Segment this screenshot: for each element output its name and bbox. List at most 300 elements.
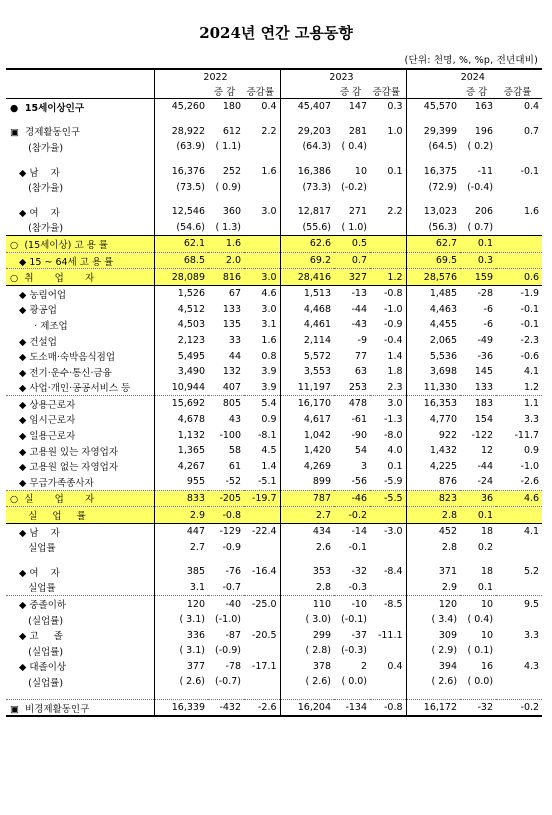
value-cell — [406, 195, 460, 204]
change-cell: -90 — [351, 429, 368, 441]
change-cell: 0.7 — [334, 252, 370, 269]
change-cell: 77 — [354, 350, 368, 362]
change-cell: 135 — [222, 319, 241, 331]
rate-cell: 0.4 — [261, 101, 277, 113]
rate-cell: 4.6 — [244, 285, 280, 301]
change-cell: -122 — [471, 429, 494, 441]
value-cell: 16,353 — [406, 396, 460, 412]
table-row — [6, 443, 542, 459]
rate-cell — [496, 139, 542, 155]
change-cell: 10 — [460, 596, 496, 612]
change-cell — [334, 690, 370, 700]
rate-cell — [370, 115, 406, 124]
change-cell: ( 0.7) — [467, 221, 494, 233]
change-cell: (-0.4) — [467, 181, 494, 193]
change-cell: 61 — [228, 460, 241, 472]
value-cell: (72.9) — [406, 179, 460, 195]
change-cell: 360 — [222, 206, 241, 218]
table-row — [6, 302, 542, 318]
value-cell: 4,678 — [154, 412, 208, 428]
change-cell: 0.2 — [477, 541, 494, 553]
row-label: ○ 실 업 자 — [6, 490, 154, 507]
change-cell: 0.3 — [460, 252, 496, 269]
row-label: (참가율) — [10, 142, 64, 154]
change-cell: ( 1.0) — [341, 221, 368, 233]
change-cell: -32 — [460, 699, 496, 716]
rate-cell — [244, 643, 280, 659]
rate-cell: 0.9 — [261, 413, 277, 425]
value-cell: 5,495 — [154, 348, 208, 364]
rate-cell — [370, 580, 406, 596]
value-cell: (56.3) — [406, 220, 460, 236]
rate-cell: -1.0 — [520, 460, 540, 472]
change-cell: -32 — [351, 566, 368, 578]
row-label: ◆ 전기·운수·통신·금융 — [10, 367, 112, 379]
table-row — [6, 596, 542, 612]
rate-cell: 5.2 — [523, 566, 540, 578]
rate-cell: 9.5 — [496, 596, 542, 612]
change-cell: 206 — [474, 206, 494, 218]
row-label: ◆ 대졸이상 — [10, 662, 67, 674]
value-cell: 4,770 — [406, 412, 460, 428]
rate-cell — [244, 555, 280, 564]
change-cell: -0.9 — [222, 541, 241, 553]
value-cell: 2.9 — [154, 507, 208, 524]
value-cell — [280, 690, 334, 700]
change-cell: 0.1 — [477, 581, 494, 593]
value-cell: (54.6) — [154, 220, 208, 236]
value-cell: 1,513 — [280, 285, 334, 301]
change-cell: -0.3 — [348, 581, 368, 593]
change-cell: -44 — [477, 460, 494, 472]
rate-cell — [244, 612, 280, 628]
change-cell: -10 — [334, 596, 370, 612]
rate-cell: -0.4 — [383, 335, 403, 347]
row-label: (실업률) — [10, 677, 64, 689]
change-cell: -52 — [225, 476, 241, 488]
value-cell: 15,692 — [154, 396, 208, 412]
table-row — [6, 99, 542, 115]
rate-cell: 1.4 — [261, 460, 277, 472]
table-row — [6, 124, 542, 140]
rate-cell: -1.9 — [496, 285, 542, 301]
value-cell — [154, 195, 208, 204]
change-cell: 180 — [222, 101, 241, 113]
change-cell — [208, 690, 244, 700]
value-cell — [154, 690, 208, 700]
value-cell: 2,114 — [280, 333, 334, 349]
table-row — [6, 269, 542, 286]
rate-cell — [244, 155, 280, 164]
value-cell: 4,455 — [406, 317, 460, 333]
value-cell: 1,432 — [406, 443, 460, 459]
rate-cell — [370, 179, 406, 195]
value-cell: ( 2.9) — [406, 643, 460, 659]
change-cell: 612 — [222, 125, 241, 137]
value-cell: 447 — [154, 523, 208, 539]
rate-cell: 3.9 — [261, 381, 277, 393]
value-cell: 299 — [280, 627, 334, 643]
change-cell: -78 — [225, 660, 241, 672]
change-cell — [334, 195, 370, 204]
value-cell: 120 — [154, 596, 208, 612]
table-row — [6, 164, 542, 180]
row-label: ◆ 사업·개인·공공서비스 등 — [10, 383, 131, 395]
row-label: ◆ 도소매·숙박음식점업 — [10, 352, 115, 364]
value-cell: 5,536 — [406, 348, 460, 364]
change-cell: 18 — [460, 523, 496, 539]
value-cell: (73.5) — [154, 179, 208, 195]
change-cell: ( 0.4) — [341, 141, 368, 153]
value-cell — [406, 115, 460, 124]
rate-cell — [496, 612, 542, 628]
rate-cell — [370, 252, 406, 269]
change-cell — [208, 155, 244, 164]
change-cell: 18 — [480, 566, 494, 578]
value-cell: ( 3.0) — [280, 612, 334, 628]
rate-cell — [244, 252, 280, 269]
change-cell — [460, 155, 496, 164]
change-cell: 132 — [222, 366, 241, 378]
value-cell: (64.3) — [280, 139, 334, 155]
row-label — [6, 690, 154, 700]
table-row — [6, 539, 542, 555]
change-cell: 10 — [480, 629, 494, 641]
change-cell: -134 — [334, 699, 370, 716]
table-row — [6, 627, 542, 643]
change-cell — [460, 195, 496, 204]
rate-cell: -5.5 — [370, 490, 406, 507]
value-cell: 823 — [406, 490, 460, 507]
value-cell: 69.5 — [406, 252, 460, 269]
row-label: 실 업 률 — [6, 507, 154, 524]
value-cell: ( 3.4) — [406, 612, 460, 628]
row-label: 실업률 — [10, 543, 56, 555]
change-cell: 12 — [480, 445, 494, 457]
rate-cell — [244, 139, 280, 155]
table-row — [6, 643, 542, 659]
table-row — [6, 564, 542, 580]
change-cell: -49 — [477, 335, 494, 347]
rate-cell: -11.1 — [377, 629, 403, 641]
value-cell: 4,225 — [406, 458, 460, 474]
change-cell: 33 — [228, 335, 241, 347]
change-cell: -44 — [351, 303, 368, 315]
rate-cell: -16.4 — [251, 566, 277, 578]
value-cell: 29,203 — [280, 124, 334, 140]
value-cell: 11,197 — [280, 380, 334, 396]
rate-cell — [370, 195, 406, 204]
change-cell: (-0.9) — [215, 645, 241, 657]
row-label: ◆ 고용원 없는 자영업자 — [10, 462, 119, 474]
change-cell: (-0.3) — [341, 645, 368, 657]
change-cell — [460, 115, 496, 124]
change-cell: -205 — [208, 490, 244, 507]
row-label — [6, 155, 154, 164]
rate-cell: 1.2 — [370, 269, 406, 286]
value-cell: 899 — [280, 474, 334, 490]
value-cell: 1,042 — [280, 427, 334, 443]
row-label: ◆ 여 자 — [10, 567, 60, 579]
rate-cell: -0.8 — [370, 699, 406, 716]
value-cell — [280, 115, 334, 124]
row-label: ▣ 경제활동인구 — [10, 127, 81, 139]
sub-header-rate: 증감률 — [496, 84, 542, 99]
change-cell — [334, 555, 370, 564]
change-cell: 0.5 — [334, 236, 370, 253]
table-row — [6, 612, 542, 628]
table-row — [6, 523, 542, 539]
value-cell: 69.2 — [280, 252, 334, 269]
value-cell — [406, 555, 460, 564]
rate-cell — [370, 674, 406, 690]
rate-cell: -0.1 — [520, 303, 540, 315]
value-cell: 45,570 — [406, 99, 460, 115]
value-cell: 62.7 — [406, 236, 460, 253]
value-cell: ( 2.8) — [280, 643, 334, 659]
row-label: ◆ 무급가족종사자 — [10, 477, 94, 489]
rate-cell: 3.0 — [261, 303, 277, 315]
rate-cell: -0.8 — [370, 285, 406, 301]
row-label: ◆ 남 자 — [6, 523, 154, 539]
change-cell: (-0.2) — [341, 181, 368, 193]
value-cell: 62.1 — [154, 236, 208, 253]
change-cell — [208, 195, 244, 204]
change-cell: -14 — [334, 523, 370, 539]
table-body — [6, 99, 542, 717]
value-cell: 3.1 — [154, 580, 208, 596]
rate-cell: -2.6 — [520, 476, 540, 488]
value-cell: 16,339 — [154, 699, 208, 716]
value-cell — [154, 115, 208, 124]
rate-cell — [496, 155, 542, 164]
rate-cell: -25.0 — [244, 596, 280, 612]
row-label: ◆ 15 ~ 64세 고 용 률 — [6, 252, 154, 269]
change-cell: -0.8 — [208, 507, 244, 524]
rate-cell: 1.2 — [523, 381, 540, 393]
year-header: 2022 — [154, 69, 280, 84]
change-cell: 36 — [460, 490, 496, 507]
rate-cell: -20.5 — [251, 629, 277, 641]
change-cell: ( 0.0) — [467, 676, 494, 688]
change-cell: -36 — [477, 350, 494, 362]
value-cell: 12,546 — [154, 204, 208, 220]
change-cell: 407 — [222, 381, 241, 393]
value-cell: 378 — [280, 659, 334, 675]
change-cell: (-0.1) — [341, 614, 368, 626]
value-cell: 1,365 — [154, 443, 208, 459]
change-cell: 816 — [208, 269, 244, 286]
rate-cell: 0.1 — [387, 166, 403, 178]
rate-cell: -5.1 — [257, 476, 277, 488]
rate-cell: 0.6 — [496, 269, 542, 286]
value-cell — [280, 555, 334, 564]
rate-cell — [496, 674, 542, 690]
rate-cell — [370, 155, 406, 164]
value-cell — [280, 195, 334, 204]
table-row — [6, 204, 542, 220]
rate-cell — [244, 690, 280, 700]
rate-cell: 0.9 — [523, 445, 540, 457]
sub-header-change: 증 감 — [334, 84, 370, 99]
table-row — [6, 507, 542, 524]
value-cell: 4,503 — [154, 317, 208, 333]
value-cell: 28,089 — [154, 269, 208, 286]
change-cell: 147 — [348, 101, 368, 113]
rate-cell: 2.3 — [387, 381, 403, 393]
row-label: ◆ 광공업 — [10, 305, 57, 317]
table-row — [6, 699, 542, 716]
row-label: ◆ 여 자 — [10, 207, 60, 219]
row-label: ◆ 고용원 있는 자영업자 — [10, 446, 119, 458]
rate-cell — [496, 539, 542, 555]
rate-cell: 3.3 — [523, 629, 540, 641]
change-cell: -6 — [483, 303, 494, 315]
table-row — [6, 659, 542, 675]
row-label: (실업률) — [10, 646, 64, 658]
rate-cell — [496, 555, 542, 564]
value-cell: 2.7 — [280, 507, 334, 524]
table-row — [6, 220, 542, 236]
year-header: 2024 — [406, 69, 542, 84]
rate-cell: -8.0 — [383, 429, 403, 441]
row-label: (참가율) — [10, 223, 64, 235]
table-row — [6, 285, 542, 301]
value-cell: 28,576 — [406, 269, 460, 286]
value-cell: 28,922 — [154, 124, 208, 140]
rate-cell — [496, 252, 542, 269]
change-cell: 133 — [222, 303, 241, 315]
row-label: ● 15세이상인구 — [10, 102, 85, 114]
sub-header-rate: 증감률 — [370, 84, 406, 99]
value-cell — [406, 155, 460, 164]
table-row — [6, 236, 542, 253]
rate-cell — [496, 220, 542, 236]
row-label: ◆ 일용근로자 — [10, 431, 76, 443]
change-cell: -11 — [477, 166, 494, 178]
change-cell: 281 — [348, 125, 368, 137]
rate-cell — [244, 674, 280, 690]
value-cell: 16,170 — [280, 396, 334, 412]
employment-table — [6, 68, 542, 717]
row-label: ◆ 임시근로자 — [10, 415, 76, 427]
value-cell: 45,260 — [154, 99, 208, 115]
rate-cell: -11.7 — [514, 429, 540, 441]
rate-cell: -8.1 — [257, 429, 277, 441]
sub-header-change: 증 감 — [208, 84, 244, 99]
rate-cell: 0.7 — [523, 125, 540, 137]
rate-cell — [496, 507, 542, 524]
row-label: ▣ 비경제활동인구 — [6, 699, 154, 716]
value-cell: 353 — [280, 564, 334, 580]
change-cell — [334, 155, 370, 164]
value-cell: ( 2.6) — [406, 674, 460, 690]
change-cell: (-1.0) — [215, 614, 241, 626]
change-cell: 159 — [460, 269, 496, 286]
change-cell: -6 — [483, 319, 494, 331]
value-cell: 2,123 — [154, 333, 208, 349]
rate-cell: 4.6 — [496, 490, 542, 507]
rate-cell: -0.2 — [496, 699, 542, 716]
row-label: ◆ 건설업 — [10, 336, 57, 348]
header-blank — [6, 69, 154, 84]
change-cell: 0.1 — [460, 507, 496, 524]
value-cell: 4,269 — [280, 458, 334, 474]
table-row — [6, 490, 542, 507]
table-row — [6, 458, 542, 474]
rate-cell: 3.0 — [244, 269, 280, 286]
table-row — [6, 412, 542, 428]
value-cell: 45,407 — [280, 99, 334, 115]
value-cell: 4,461 — [280, 317, 334, 333]
rate-cell: 1.6 — [261, 335, 277, 347]
change-cell: 63 — [354, 366, 368, 378]
row-label: ◆ 상용근로자 — [6, 396, 154, 412]
row-label — [6, 555, 154, 564]
spacer-row — [6, 155, 542, 164]
change-cell: 10 — [354, 166, 368, 178]
change-cell: 145 — [474, 366, 494, 378]
change-cell: -87 — [225, 629, 241, 641]
rate-cell: 0.8 — [261, 350, 277, 362]
value-cell: 377 — [154, 659, 208, 675]
change-cell: 1.6 — [208, 236, 244, 253]
change-cell: 183 — [460, 396, 496, 412]
change-cell: ( 0.4) — [467, 614, 494, 626]
rate-cell: 0.4 — [387, 660, 403, 672]
spacer-row — [6, 555, 542, 564]
value-cell: 787 — [280, 490, 334, 507]
value-cell: 2.9 — [406, 580, 460, 596]
rate-cell: 4.5 — [261, 445, 277, 457]
rate-cell: 0.4 — [523, 101, 540, 113]
change-cell: 2 — [360, 660, 368, 672]
table-row — [6, 427, 542, 443]
value-cell: 336 — [154, 627, 208, 643]
rate-cell — [370, 236, 406, 253]
rate-cell — [496, 690, 542, 700]
value-cell: 2.7 — [154, 539, 208, 555]
year-header: 2023 — [280, 69, 406, 84]
change-cell: 805 — [208, 396, 244, 412]
rate-cell: 0.1 — [387, 460, 403, 472]
value-cell: 12,817 — [280, 204, 334, 220]
table-row — [6, 252, 542, 269]
value-cell — [406, 690, 460, 700]
value-cell: (64.5) — [406, 139, 460, 155]
rate-cell: 3.0 — [370, 396, 406, 412]
change-cell: ( 0.1) — [467, 645, 494, 657]
page-title: 2024년 연간 고용동향 — [199, 24, 353, 42]
table-row — [6, 396, 542, 412]
rate-cell — [496, 115, 542, 124]
change-cell: 253 — [348, 381, 368, 393]
unit-note: (단위: 천명, %, %p, 전년대비) — [404, 55, 538, 66]
rate-cell — [496, 580, 542, 596]
value-cell: 452 — [406, 523, 460, 539]
change-cell: 154 — [474, 413, 494, 425]
table-row — [6, 474, 542, 490]
row-label: ○ (15세이상) 고 용 률 — [6, 236, 154, 253]
change-cell: -24 — [477, 476, 494, 488]
change-cell: 196 — [474, 125, 494, 137]
table-row — [6, 179, 542, 195]
rate-cell — [496, 236, 542, 253]
change-cell: 0.1 — [460, 236, 496, 253]
rate-cell: 1.0 — [387, 125, 403, 137]
table-row — [6, 348, 542, 364]
row-label: ◆ 중졸이하 — [6, 596, 154, 612]
